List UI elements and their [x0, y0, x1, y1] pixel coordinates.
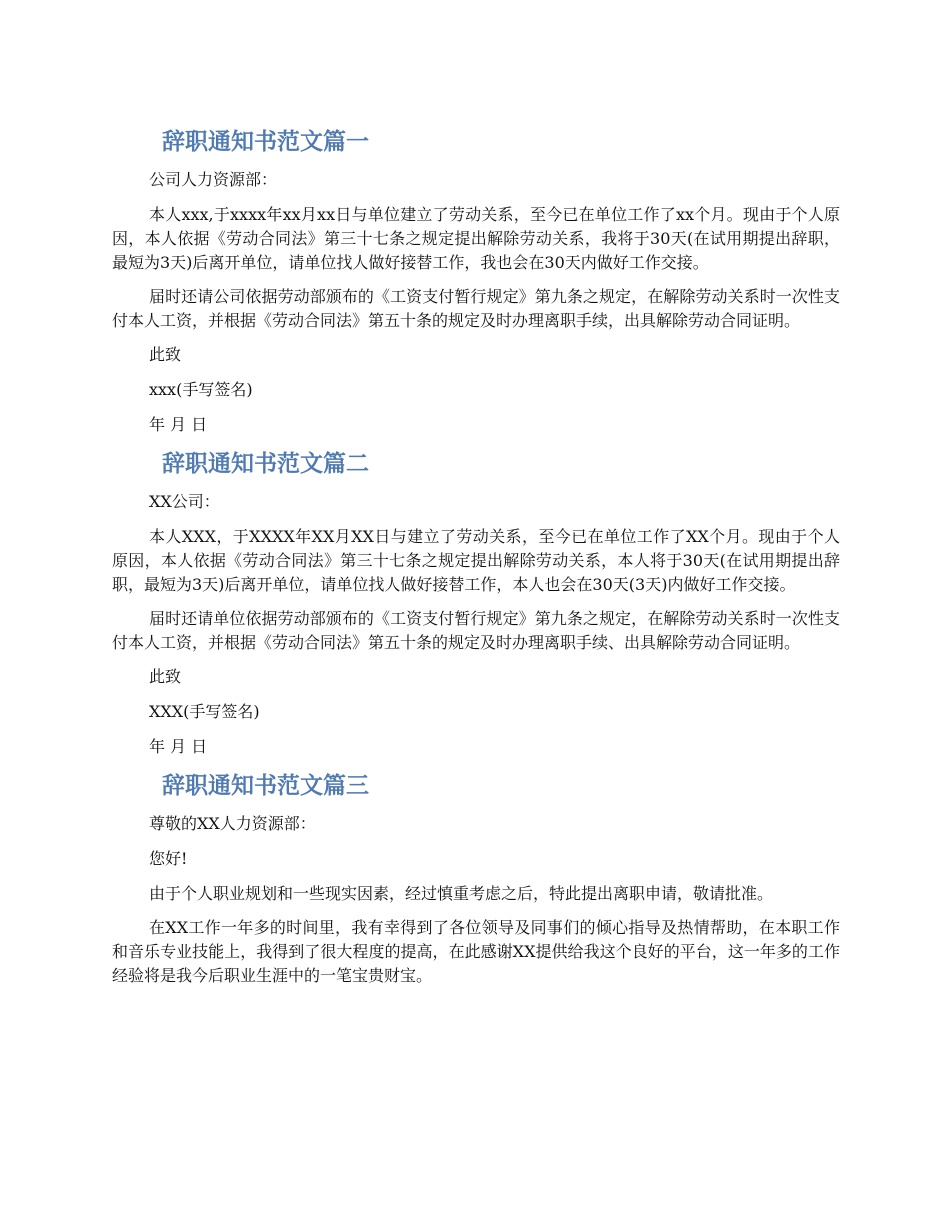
paragraph: 本人XXX，于XXXX年XX月XX日与建立了劳动关系，至今已在单位工作了XX个月。现由于个人原因，本人依据《劳动合同法》第三十七条之规定提出解除劳动关系，本人将于30天(在试用期提出辞职，最短为3天)后离开单位，请单位找人做好接替工作，本人也会在30天(3天)内做好工作交接。: [112, 527, 840, 594]
signature: XXX(手写签名): [149, 702, 260, 721]
paragraph: 届时还请单位依据劳动部颁布的《工资支付暂行规定》第九条之规定，在解除劳动关系时一次性支付本人工资，并根据《劳动合同法》第五十条的规定及时办理离职手续、出具解除劳动合同证明。: [112, 609, 840, 652]
paragraph: 本人xxx,于xxxx年xx月xx日与单位建立了劳动关系，至今已在单位工作了xx个月。现由于个人原因，本人依据《劳动合同法》第三十七条之规定提出解除劳动关系，我将于30天(在试用期提出辞职，最短为3天)后离开单位，请单位找人做好接替工作，我也会在30天内做好工作交接。: [112, 205, 840, 272]
paragraph: 由于个人职业规划和一些现实因素，经过慎重考虑之后，特此提出离职申请，敬请批准。: [149, 884, 774, 903]
section-title: 辞职通知书范文篇三: [162, 773, 369, 799]
section-3: [112, 770, 840, 988]
greeting: 您好!: [149, 849, 188, 868]
paragraph: 在XX工作一年多的时间里，我有幸得到了各位领导及同事们的倾心指导及热情帮助，在本职工作和音乐专业技能上，我得到了很大程度的提高，在此感谢XX提供给我这个良好的平台，这一年多的工作经验将是我今后职业生涯中的一笔宝贵财宝。: [112, 918, 840, 985]
section-title: 辞职通知书范文篇二: [162, 451, 369, 477]
salutation: 公司人力资源部：: [149, 170, 278, 189]
section-title: 辞职通知书范文篇一: [162, 129, 369, 155]
section-1: [112, 126, 840, 437]
signature: xxx(手写签名): [149, 380, 253, 399]
salutation: 尊敬的XX人力资源部：: [149, 814, 316, 833]
paragraph: 届时还请公司依据劳动部颁布的《工资支付暂行规定》第九条之规定，在解除劳动关系时一次性支付本人工资，并根据《劳动合同法》第五十条的规定及时办理离职手续，出具解除劳动合同证明。: [112, 287, 840, 330]
date-line: 年 月 日: [149, 737, 208, 756]
section-2: [112, 448, 840, 759]
salutation: XX公司：: [149, 492, 220, 511]
closing: 此致: [149, 667, 182, 686]
closing: 此致: [149, 345, 182, 364]
date-line: 年 月 日: [149, 415, 208, 434]
